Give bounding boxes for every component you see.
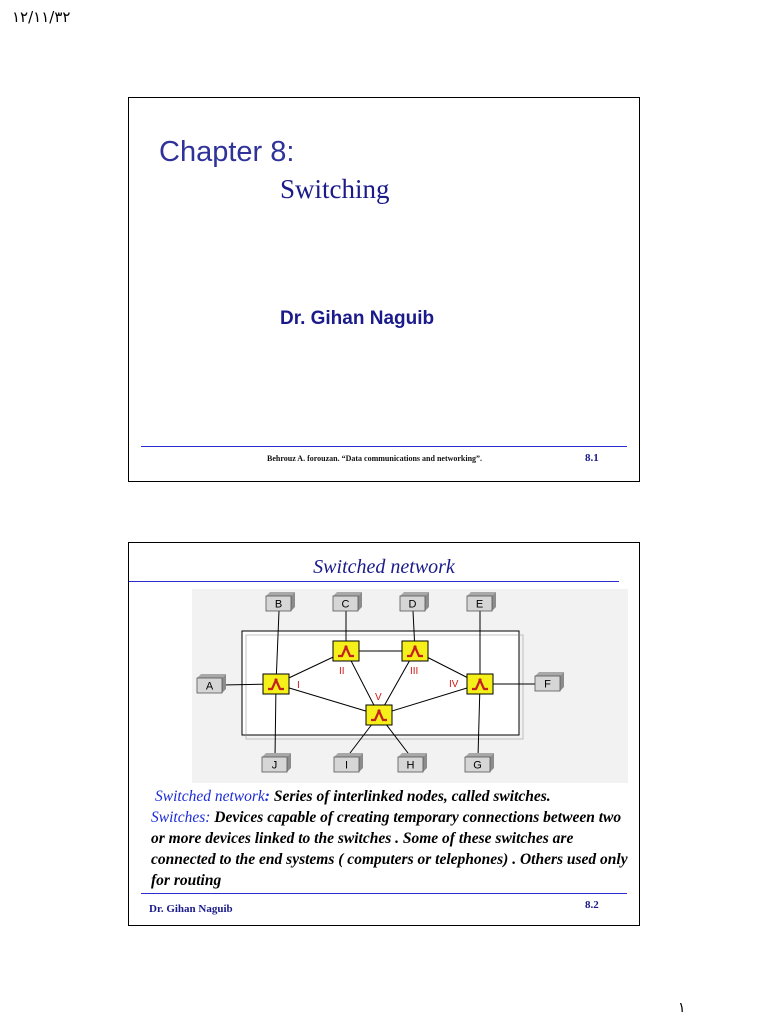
node-label-h: H <box>406 759 415 772</box>
switch-label-v: V <box>375 692 382 703</box>
slide-number: 8.1 <box>585 452 599 464</box>
chapter-heading: Chapter 8: <box>159 136 295 168</box>
node-label-f: F <box>544 678 551 691</box>
term-switches: Switches: <box>151 809 211 826</box>
definition-text-1: Series of interlinked nodes, called switches. <box>269 788 551 805</box>
page-number: ١ <box>678 1000 686 1016</box>
switch-label-iv: IV <box>449 679 459 690</box>
definition-switched-network <box>155 786 635 807</box>
end-system-i <box>334 753 363 772</box>
end-system-j <box>262 753 291 772</box>
node-label-j: J <box>271 759 278 772</box>
chapter-title: Switching <box>280 174 390 204</box>
term-colon: : <box>264 788 270 805</box>
switch-label-i: I <box>297 680 300 691</box>
slide-body-text <box>151 786 635 891</box>
footer-divider <box>141 446 627 447</box>
node-label-b: B <box>274 598 283 611</box>
switch-label-ii: II <box>339 666 345 677</box>
end-system-g <box>465 753 494 772</box>
node-label-i: I <box>344 759 349 772</box>
slide-1 <box>128 97 640 482</box>
end-system-a <box>197 674 226 693</box>
node-label-e: E <box>475 598 484 611</box>
end-system-h <box>398 753 427 772</box>
end-system-b <box>266 592 295 611</box>
definition-text-2: Devices capable of creating temporary connections between two or more devices linked to the switches . Some of these switches are connected to the end systems ( computers or telephones) . Others used only for routing <box>151 809 628 889</box>
end-system-c <box>333 592 362 611</box>
slide-footer-citation: Behrouz A. forouzan. “Data communications and networking”. <box>267 454 483 463</box>
slide-title: Switched network <box>313 556 455 578</box>
node-label-c: C <box>341 598 350 611</box>
term-switched-network: Switched network <box>155 788 265 805</box>
end-system-d <box>400 592 429 611</box>
switch-label-iii: III <box>410 666 419 677</box>
node-label-a: A <box>205 680 214 693</box>
end-system-f <box>535 672 564 691</box>
end-system-e <box>467 592 496 611</box>
node-label-d: D <box>408 598 417 611</box>
node-label-g: G <box>473 759 482 772</box>
definition-switches <box>151 807 635 891</box>
page-date: ١٢/١١/٣٢ <box>12 8 71 26</box>
footer-divider <box>141 893 627 894</box>
slide-2 <box>128 542 640 926</box>
switched-network-diagram <box>129 543 639 783</box>
slide-footer-author: Dr. Gihan Naguib <box>149 903 233 915</box>
author-name: Dr. Gihan Naguib <box>280 308 435 329</box>
slide-number: 8.2 <box>585 899 599 911</box>
